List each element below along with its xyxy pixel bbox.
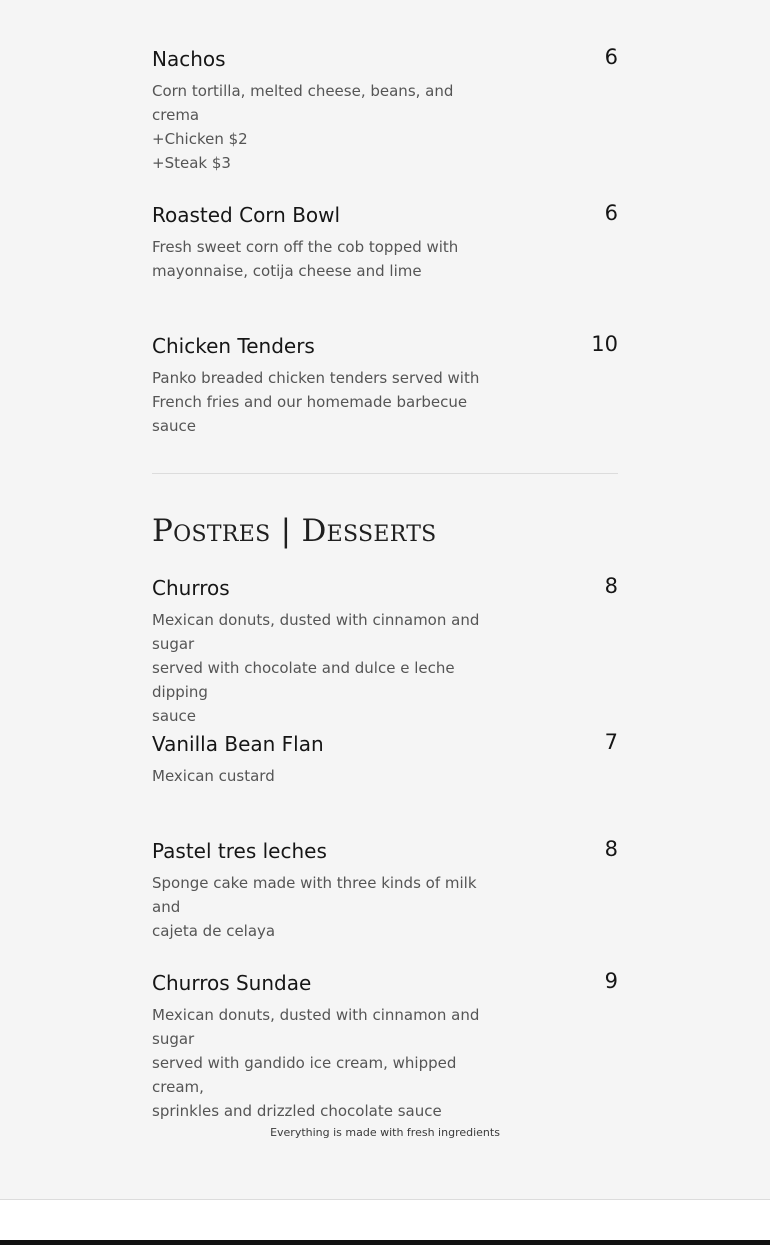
item-price: 10 xyxy=(591,332,618,356)
description-line: cajeta de celaya xyxy=(152,922,276,940)
description-line: +Steak $3 xyxy=(152,154,231,172)
menu-item-churros-sundae xyxy=(152,970,618,1123)
menu-item-vanilla-bean-flan xyxy=(152,731,618,788)
item-description xyxy=(152,764,497,788)
description-line: Mexican custard xyxy=(152,767,275,785)
page-footer-band xyxy=(0,1199,770,1241)
item-description xyxy=(152,366,497,438)
description-line: served with chocolate and dulce e leche dipping xyxy=(152,659,455,701)
menu-item-pastel-tres-leches xyxy=(152,838,618,943)
description-line: +Chicken $2 xyxy=(152,130,248,148)
description-line: sprinkles and drizzled chocolate sauce xyxy=(152,1102,442,1120)
menu-item-roasted-corn-bowl xyxy=(152,202,618,283)
item-name: Pastel tres leches xyxy=(152,839,327,863)
item-description xyxy=(152,79,497,175)
menu-item-churros xyxy=(152,575,618,728)
page-bottom-bar xyxy=(0,1240,770,1245)
item-price: 8 xyxy=(604,574,618,598)
description-line: served with gandido ice cream, whipped cream, xyxy=(152,1054,457,1096)
menu-item-nachos xyxy=(152,46,618,175)
item-price: 8 xyxy=(604,837,618,861)
item-price: 6 xyxy=(604,201,618,225)
description-line: French fries and our homemade barbecue sauce xyxy=(152,393,468,435)
item-description xyxy=(152,1003,497,1123)
item-description xyxy=(152,235,497,283)
item-name: Roasted Corn Bowl xyxy=(152,203,341,227)
description-line: Corn tortilla, melted cheese, beans, and crema xyxy=(152,82,454,124)
footer-note: Everything is made with fresh ingredients xyxy=(270,1126,500,1139)
item-name: Churros Sundae xyxy=(152,971,312,995)
item-name: Vanilla Bean Flan xyxy=(152,732,324,756)
section-divider xyxy=(152,473,618,474)
item-description xyxy=(152,871,497,943)
description-line: Sponge cake made with three kinds of milk and xyxy=(152,874,477,916)
item-name: Nachos xyxy=(152,47,226,71)
item-price: 6 xyxy=(604,45,618,69)
description-line: Mexican donuts, dusted with cinnamon and sugar xyxy=(152,611,480,653)
item-price: 7 xyxy=(604,730,618,754)
description-line: mayonnaise, cotija cheese and lime xyxy=(152,262,422,280)
item-name: Churros xyxy=(152,576,230,600)
description-line: Panko breaded chicken tenders served with xyxy=(152,369,480,387)
description-line: Fresh sweet corn off the cob topped with xyxy=(152,238,459,256)
item-description xyxy=(152,608,497,728)
section-title-desserts: Postres | Desserts xyxy=(152,513,437,549)
description-line: Mexican donuts, dusted with cinnamon and sugar xyxy=(152,1006,480,1048)
item-name: Chicken Tenders xyxy=(152,334,315,358)
item-price: 9 xyxy=(604,969,618,993)
description-line: sauce xyxy=(152,707,196,725)
menu-item-chicken-tenders xyxy=(152,333,618,438)
